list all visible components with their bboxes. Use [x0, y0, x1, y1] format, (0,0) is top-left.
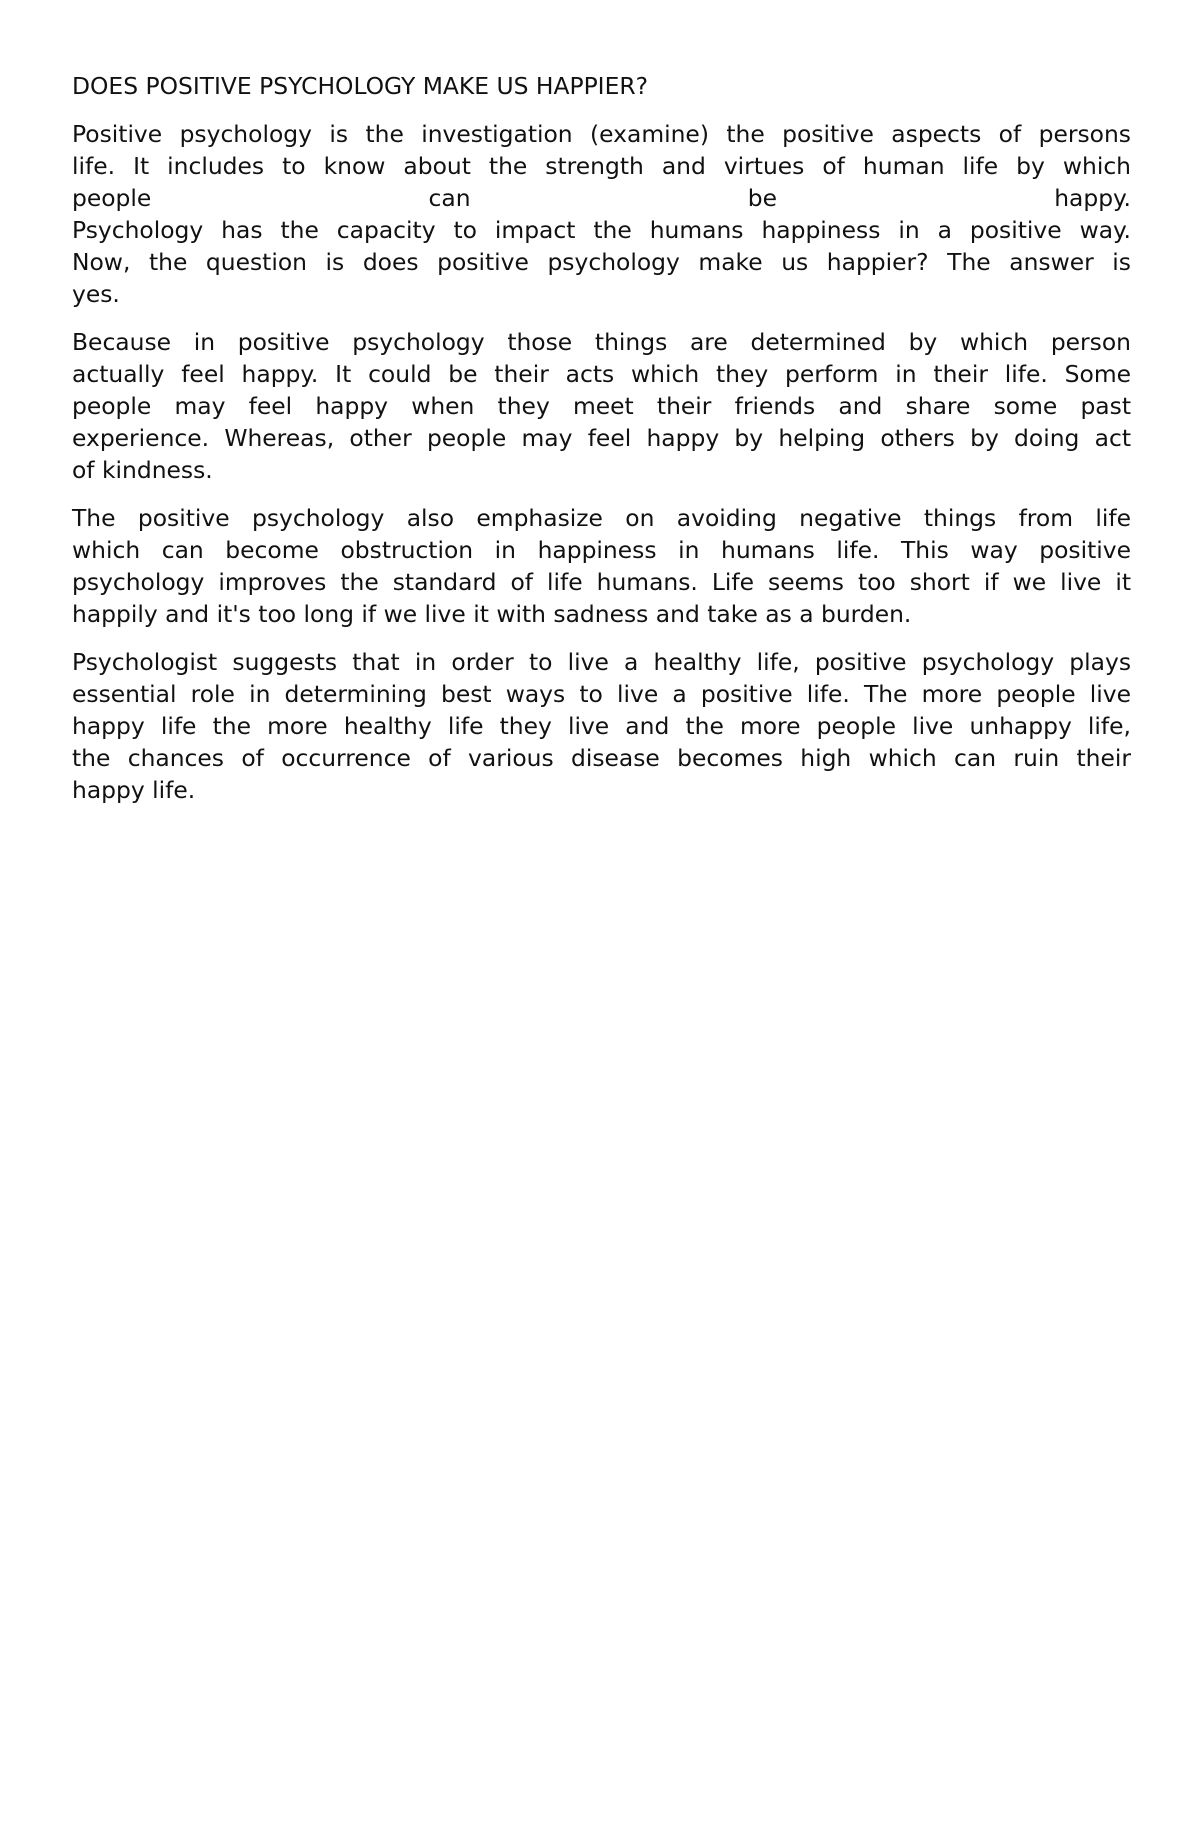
- paragraph-negative-things: [72, 502, 1131, 630]
- document-body: [72, 70, 1131, 822]
- paragraph-line: The positive psychology also emphasize on avoiding negative things from life: [72, 504, 1131, 532]
- paragraph-line: happy life the more healthy life they live and the more people live unhappy life,: [72, 712, 1131, 740]
- paragraph-line: people may feel happy when they meet their friends and share some past: [72, 392, 1131, 420]
- paragraph-reasons: [72, 326, 1131, 486]
- paragraph-line: Psychologist suggests that in order to live a healthy life, positive psychology plays: [72, 648, 1131, 676]
- paragraph-line: happy life.: [72, 776, 196, 804]
- paragraph-line: actually feel happy. It could be their acts which they perform in their life. Some: [72, 360, 1131, 388]
- paragraph-line: which can become obstruction in happiness in humans life. This way positive: [72, 536, 1131, 564]
- paragraph-conclusion: [72, 646, 1131, 806]
- paragraph-line: of kindness.: [72, 456, 213, 484]
- paragraph-line: yes.: [72, 280, 120, 308]
- paragraph-line: life. It includes to know about the strength and virtues of human life by which: [72, 152, 1131, 180]
- document-title: DOES POSITIVE PSYCHOLOGY MAKE US HAPPIER?: [72, 72, 649, 100]
- paragraph-line: people can be happy.: [72, 184, 1131, 212]
- paragraph-line: the chances of occurrence of various disease becomes high which can ruin their: [72, 744, 1131, 772]
- paragraph-line: psychology improves the standard of life humans. Life seems too short if we live it: [72, 568, 1131, 596]
- paragraph-line: Psychology has the capacity to impact the humans happiness in a positive way.: [72, 216, 1131, 244]
- paragraph-line: Because in positive psychology those things are determined by which person: [72, 328, 1131, 356]
- paragraph-line: experience. Whereas, other people may feel happy by helping others by doing act: [72, 424, 1131, 452]
- paragraph-line: essential role in determining best ways to live a positive life. The more people live: [72, 680, 1131, 708]
- paragraph-line: happily and it's too long if we live it with sadness and take as a burden.: [72, 600, 912, 628]
- paragraph-line: Now, the question is does positive psychology make us happier? The answer is: [72, 248, 1131, 276]
- paragraph-intro: [72, 118, 1131, 310]
- paragraph-line: Positive psychology is the investigation (examine) the positive aspects of persons: [72, 120, 1131, 148]
